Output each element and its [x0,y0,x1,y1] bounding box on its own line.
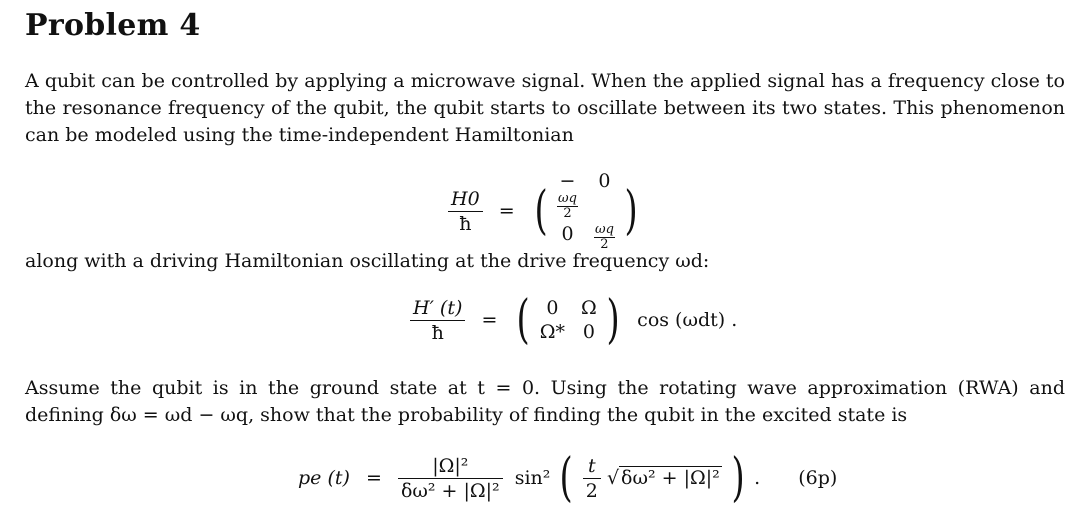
drive-entry-12: Ω [581,297,597,319]
sqrt-icon: √ [606,467,620,489]
drive-matrix [540,297,597,343]
equals-sign: = [498,200,515,222]
right-paren-3: ) [731,448,745,508]
driving-paragraph: along with a driving Hamiltonian oscillating at the drive frequency ωd: [25,250,710,272]
hbar-denominator: ħ [459,212,472,235]
hprime-numerator: H′ (t) [410,296,465,321]
hamiltonian-equation [448,170,641,252]
drive-entry-22: 0 [582,321,595,343]
cosine-term: cos (ωdt) . [637,309,738,331]
equals-sign-3: = [365,467,382,489]
right-paren-2: ) [606,290,620,350]
period: . [754,467,761,489]
time-fraction: $\frac{t}{2}$ [583,454,601,503]
intro-paragraph: A qubit can be controlled by applying a microwave signal. When the applied signal has a frequency close to the resonance frequency of the qubit, the qubit starts to oscillate between its two states. This phenomenon can be modeled using the time-independent Hamiltonian [25,70,1065,146]
probability-lhs: pe (t) [298,467,350,489]
assumption-paragraph: Assume the qubit is in the ground state at t = 0. Using the rotating wave approximation (RWA) and defining δω = ωd − ωq, show that the probability of finding the qubit in the excited state is [25,377,1065,426]
h0-fraction [448,187,483,236]
drive-entry-21: Ω* [539,321,566,343]
points-label: (6p) [798,467,838,489]
hprime-fraction [410,296,465,345]
matrix-entry-12: 0 [598,170,611,192]
h0-matrix [557,170,615,252]
prob-denominator: δω² + |Ω|² [400,479,500,502]
left-paren-3: ( [560,448,574,508]
probability-equation [298,448,838,508]
prob-numerator: |Ω|² [398,454,503,479]
matrix-entry-22: ωq 2 [594,222,614,252]
drive-entry-11: 0 [546,297,559,319]
left-paren: ( [534,181,548,241]
equals-sign-2: = [481,309,498,331]
problem-title: Problem 4 [25,8,201,43]
driving-hamiltonian-equation [410,290,738,350]
h0-numerator: H0 [448,187,483,212]
right-paren: ) [624,181,638,241]
hbar-denominator-2: ħ [431,321,444,344]
matrix-entry-21: 0 [561,223,574,245]
sqrt-term: √ δω² + |Ω|² [606,467,720,489]
sine-squared: sin² [514,467,551,489]
matrix-entry-11: − ωq 2 [558,170,577,221]
left-paren-2: ( [516,290,531,350]
probability-fraction [398,454,503,503]
